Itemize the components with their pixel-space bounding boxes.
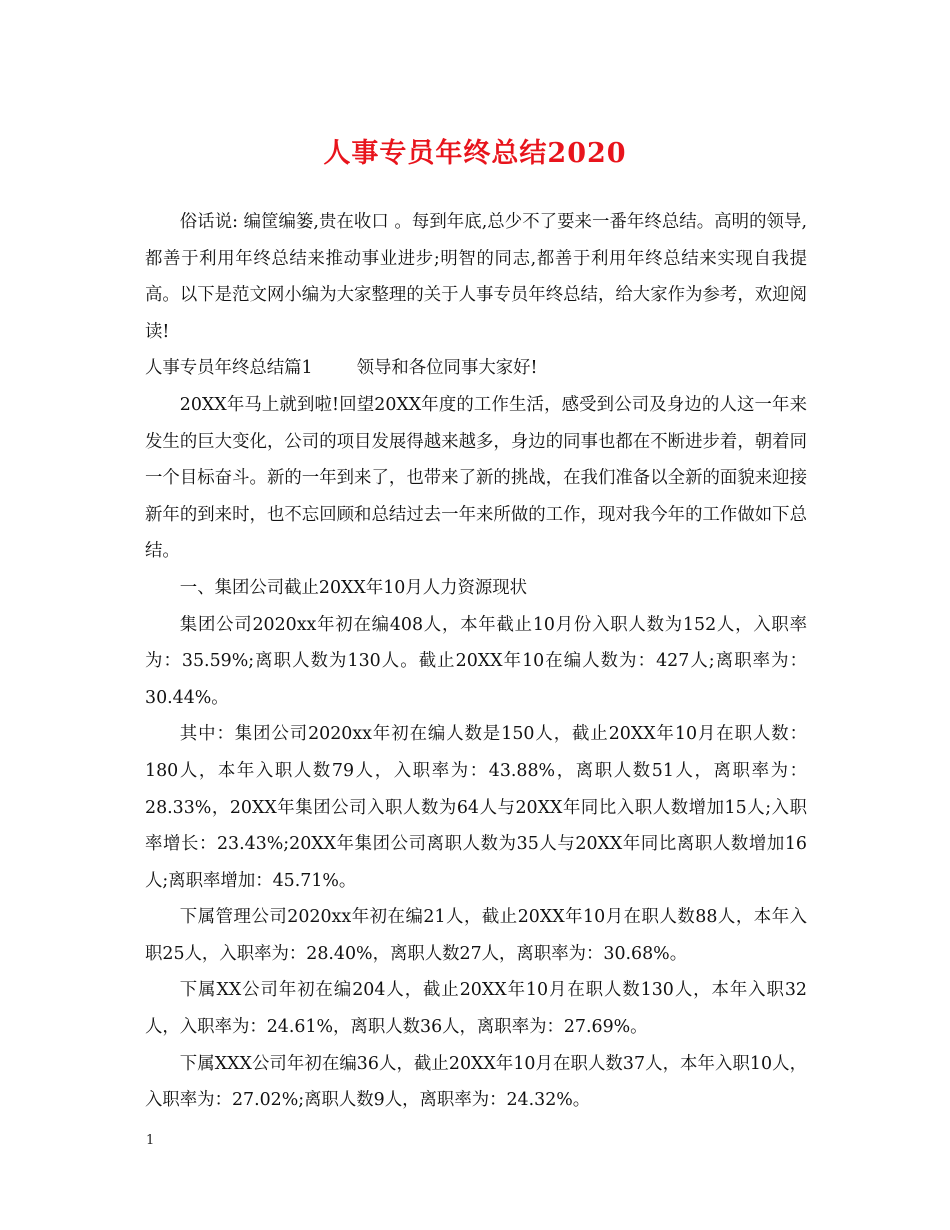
- document-body: [145, 204, 807, 1119]
- body-paragraph: 其中：集团公司2020xx年初在编人数是150人，截止20XX年10月在职人数：180人，本年入职人数79人，入职率为：43.88%，离职人数51人，离职率为：28.33%，20XX年集团公司入职人数为64人与20XX年同比入职人数增加15人;入职率增长：23.43%;20XX年集团公司离职人数为35人与20XX年同比离职人数增加16人;离职率增加：45.71%。: [145, 724, 807, 891]
- document-title: 人事专员年终总结2020: [323, 138, 627, 169]
- intro-paragraph: 俗话说: 编筐编篓,贵在收口 。每到年底,总少不了要来一番年终总结。高明的领导,都善于利用年终总结来推动事业进步;明智的同志,都善于利用年终总结来实现自我提高。以下是范文网小编为大家整理的关于人事专员年终总结，给大家作为参考，欢迎阅读!: [145, 212, 807, 342]
- body-paragraph: 下属XXX公司年初在编36人，截止20XX年10月在职人数37人，本年入职10人，入职率为：27.02%;离职人数9人，离职率为：24.32%。: [145, 1053, 807, 1111]
- body-paragraph: 20XX年马上就到啦!回望20XX年度的工作生活，感受到公司及身边的人这一年来发生的巨大变化，公司的项目发展得越来越多，身边的同事也都在不断进步着，朝着同一个目标奋斗。新的一年到来了，也带来了新的挑战，在我们准备以全新的面貌来迎接新年的到来时，也不忘回顾和总结过去一年来所做的工作，现对我今年的工作做如下总结。: [145, 394, 807, 562]
- subsection-heading: 一、集团公司截止20XX年10月人力资源现状: [179, 577, 528, 598]
- body-paragraph: 下属管理公司2020xx年初在编21人，截止20XX年10月在职人数88人，本年入职25人，入职率为：28.40%，离职人数27人，离职率为：30.68%。: [145, 907, 807, 964]
- page-number: 1: [146, 1133, 155, 1148]
- section-heading: 人事专员年终总结篇1: [145, 358, 313, 379]
- body-paragraph: 下属XX公司年初在编204人，截止20XX年10月在职人数130人，本年入职32人，入职率为：24.61%，离职人数36人，离职率为：27.69%。: [145, 980, 807, 1038]
- section-heading-line: [145, 350, 807, 387]
- greeting: 领导和各位同事大家好!: [356, 358, 538, 379]
- body-paragraph: 集团公司2020xx年初在编408人，本年截止10月份入职人数为152人，入职率为：35.59%;离职人数为130人。截止20XX年10在编人数为：427人;离职率为：30.44%。: [145, 614, 807, 708]
